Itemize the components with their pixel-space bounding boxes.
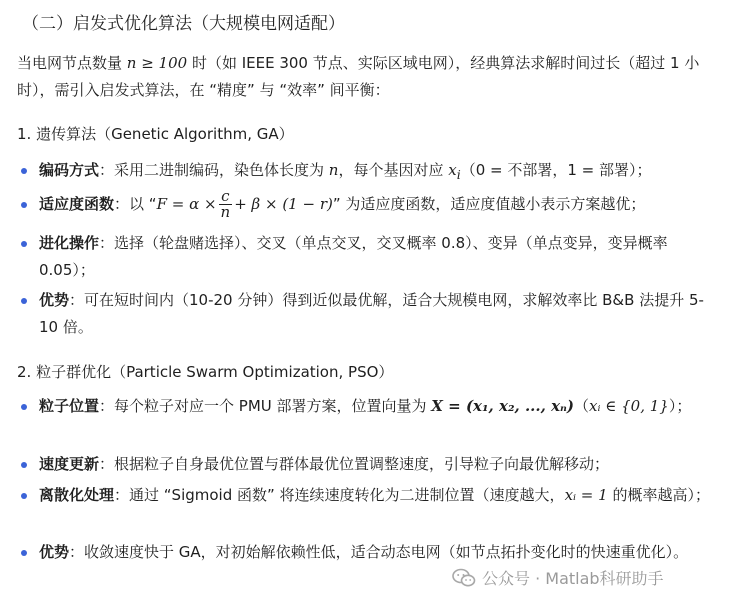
ga-title: 1. 遗传算法（Genetic Algorithm, GA）	[17, 125, 294, 143]
item-text: ：选择（轮盘赌选择）、交叉（单点交叉，交叉概率 0.8）、变异（单点变异，变异概率 0.05）；	[39, 234, 668, 279]
list-item	[17, 189, 717, 220]
list-item	[17, 287, 717, 341]
list-item	[17, 157, 717, 188]
item-math-sub: i	[456, 167, 461, 182]
item-label: 进化操作	[39, 234, 100, 252]
bullet-icon	[21, 493, 27, 499]
item-math: F = α ×	[156, 195, 217, 213]
item-text: 的概率越高）；	[607, 486, 710, 504]
intro-paragraph	[17, 50, 722, 104]
watermark	[452, 566, 664, 589]
item-text: ：收敛速度快于 GA，对初始解依赖性低，适合动态电网（如节点拓扑变化时的快速重优化）。	[69, 543, 689, 561]
bullet-icon	[21, 202, 27, 208]
list-item	[17, 393, 717, 420]
item-text: ，每个基因对应	[338, 161, 449, 179]
list-item	[17, 230, 717, 284]
item-text: ：每个粒子对应一个 PMU 部署方案，位置向量为	[99, 397, 432, 415]
fraction-denominator: n	[220, 203, 231, 221]
intro-math: n ≥ 100	[126, 54, 188, 72]
item-math: xᵢ = 1	[564, 486, 608, 504]
item-math: n	[328, 161, 339, 179]
fraction	[219, 189, 233, 220]
item-text: ” 为适应度函数，适应度值越小表示方案越优；	[332, 195, 646, 213]
item-text: （0 = 不部署，1 = 部署）；	[460, 161, 652, 179]
bullet-icon	[21, 241, 27, 247]
list-item	[17, 482, 717, 509]
item-label: 粒子位置	[39, 397, 100, 415]
bullet-icon	[21, 404, 27, 410]
list-item	[17, 539, 717, 566]
wechat-icon	[452, 568, 476, 588]
pso-title: 2. 粒子群优化（Particle Swarm Optimization, PSO）	[17, 363, 394, 381]
item-text: （	[573, 397, 589, 415]
item-math: + β × (1 − r)	[234, 195, 333, 213]
item-text: ：可在短时间内（10-20 分钟）得到近似最优解，适合大规模电网，求解效率比 B&B 法提升 5-10 倍。	[39, 291, 704, 336]
intro-text-1: 当电网节点数量	[17, 54, 127, 72]
bullet-icon	[21, 550, 27, 556]
item-label: 优势	[39, 543, 70, 561]
intro-text-2: 时（如 IEEE 300 节点、实际区域电网），经典算法求解时间过长（超过 1 小时），需引入启发式算法，在 “精度” 与 “效率” 间平衡：	[17, 54, 700, 99]
fraction-numerator: c	[219, 189, 233, 205]
item-label: 离散化处理	[39, 486, 115, 504]
item-text: ：通过 “Sigmoid 函数” 将连续速度转化为二进制位置（速度越大，	[114, 486, 565, 504]
section-heading: （二）启发式优化算法（大规模电网适配）	[22, 14, 345, 34]
bullet-icon	[21, 298, 27, 304]
bullet-icon	[21, 462, 27, 468]
item-math: x	[448, 161, 457, 179]
item-math: X = (x₁, x₂, ..., xₙ)	[431, 397, 574, 415]
watermark-text: 公众号 · Matlab科研助手	[482, 569, 664, 588]
item-text: ：采用二进制编码，染色体长度为	[99, 161, 329, 179]
item-text: ）；	[668, 397, 692, 415]
item-label: 适应度函数	[39, 195, 115, 213]
bullet-icon	[21, 168, 27, 174]
item-text: ：根据粒子自身最优位置与群体最优位置调整速度，引导粒子向最优解移动；	[99, 455, 610, 473]
item-text: ：以 “	[114, 195, 157, 213]
item-math: xᵢ ∈ {0, 1}	[589, 397, 669, 415]
item-label: 优势	[39, 291, 70, 309]
item-label: 编码方式	[39, 161, 100, 179]
item-label: 速度更新	[39, 455, 100, 473]
list-item	[17, 451, 717, 478]
